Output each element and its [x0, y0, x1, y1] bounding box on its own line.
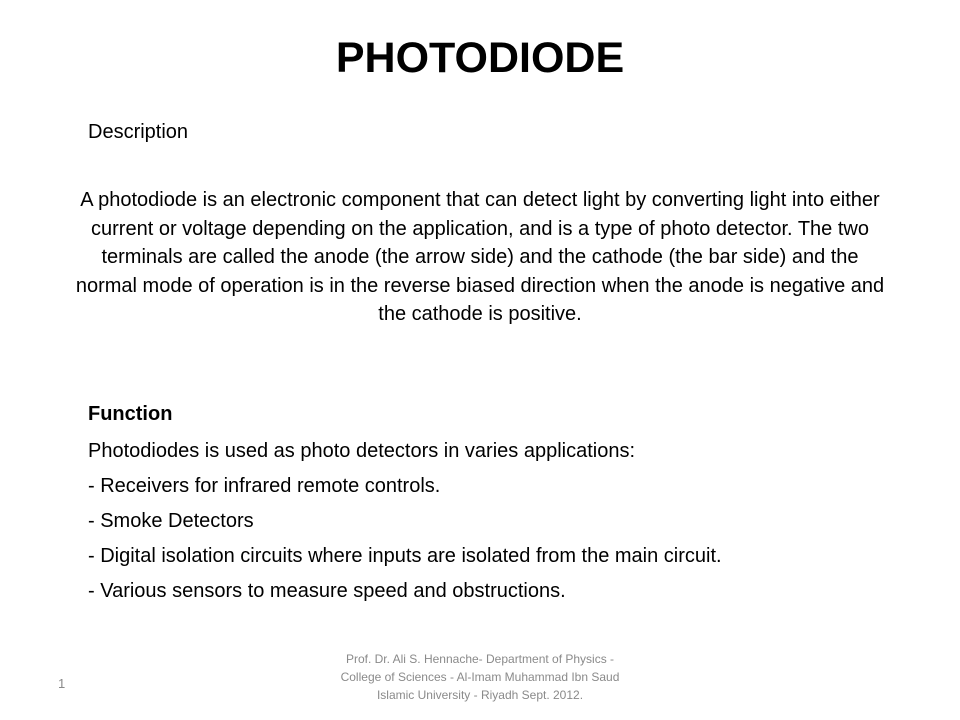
list-item: - Digital isolation circuits where inputs are isolated from the main circuit.	[88, 545, 722, 567]
footer-credit: Prof. Dr. Ali S. Hennache- Department of Physics - College of Sciences - Al-Imam Muhammad Ibn Saud Islamic University - Riyadh Sept. 2012.	[340, 652, 620, 702]
description-heading: Description	[88, 121, 189, 143]
list-item: Photodiodes is used as photo detectors in varies applications:	[88, 440, 636, 462]
list-item: - Receivers for infrared remote controls.	[88, 475, 441, 497]
description-text: A photodiode is an electronic component that can detect light by converting light into either current or voltage depending on the application, and is a type of photo detector. The two terminals are called the anode (the arrow side) and the cathode (the bar side) and the normal mode of operation is in the reverse biased direction when the anode is negative and the cathode is positive.	[75, 189, 885, 325]
slide-number: 1	[58, 676, 66, 691]
slide-title: PHOTODIODE	[335, 34, 625, 82]
list-item: - Smoke Detectors	[88, 510, 254, 532]
function-list	[88, 434, 722, 609]
list-item: - Various sensors to measure speed and obstructions.	[88, 580, 566, 602]
function-heading: Function	[88, 403, 173, 425]
